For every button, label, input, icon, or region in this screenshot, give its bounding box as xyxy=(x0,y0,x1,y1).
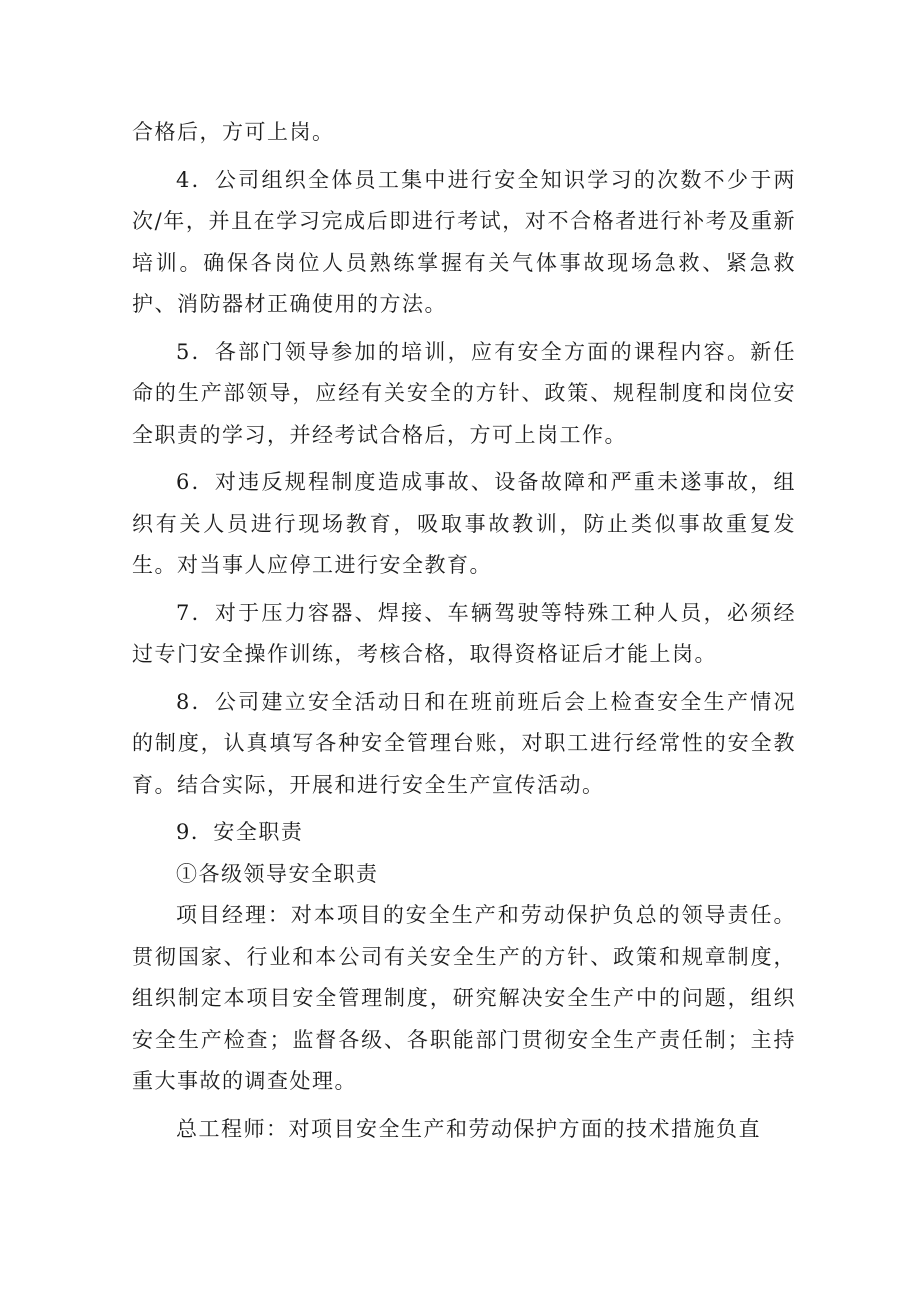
paragraph-item-4: 4．公司组织全体员工集中进行安全知识学习的次数不少于两次/年，并且在学习完成后即进行考试，对不合格者进行补考及重新培训。确保各岗位人员熟练掌握有关气体事故现场急救、紧急救护、消防器材正确使用的方法。 xyxy=(132,167,796,316)
paragraph-item-7: 7．对于压力容器、焊接、车辆驾驶等特殊工种人员，必须经过专门安全操作训练，考核合格，取得资格证后才能上岗。 xyxy=(132,600,796,666)
paragraph-item-6: 6．对违反规程制度造成事故、设备故障和严重未遂事故，组织有关人员进行现场教育，吸取事故教训，防止类似事故重复发生。对当事人应停工进行安全教育。 xyxy=(132,470,796,577)
heading-item-9: 9．安全职责 xyxy=(176,820,304,844)
paragraph-project-manager: 项目经理：对本项目的安全生产和劳动保护负总的领导责任。贯彻国家、行业和本公司有关安全生产的方针、政策和规章制度，组织制定本项目安全管理制度，研究解决安全生产中的问题，组织安全生产检查；监督各级、各职能部门贯彻安全生产责任制；主持重大事故的调查处理。 xyxy=(132,903,796,1093)
document-body xyxy=(132,112,796,1150)
paragraph-item-5: 5．各部门领导参加的培训，应有安全方面的课程内容。新任命的生产部领导，应经有关安全的方针、政策、规程制度和岗位安全职责的学习，并经考试合格后，方可上岗工作。 xyxy=(132,339,796,447)
subheading-leader-duties: ①各级领导安全职责 xyxy=(176,861,379,886)
paragraph-continuation: 合格后，方可上岗。 xyxy=(132,120,335,144)
paragraph-item-8: 8．公司建立安全活动日和在班前班后会上检查安全生产情况的制度，认真填写各种安全管理台账，对职工进行经常性的安全教育。结合实际，开展和进行安全生产宣传活动。 xyxy=(132,689,796,797)
paragraph-chief-engineer: 总工程师：对项目安全生产和劳动保护方面的技术措施负直 xyxy=(176,1116,761,1141)
